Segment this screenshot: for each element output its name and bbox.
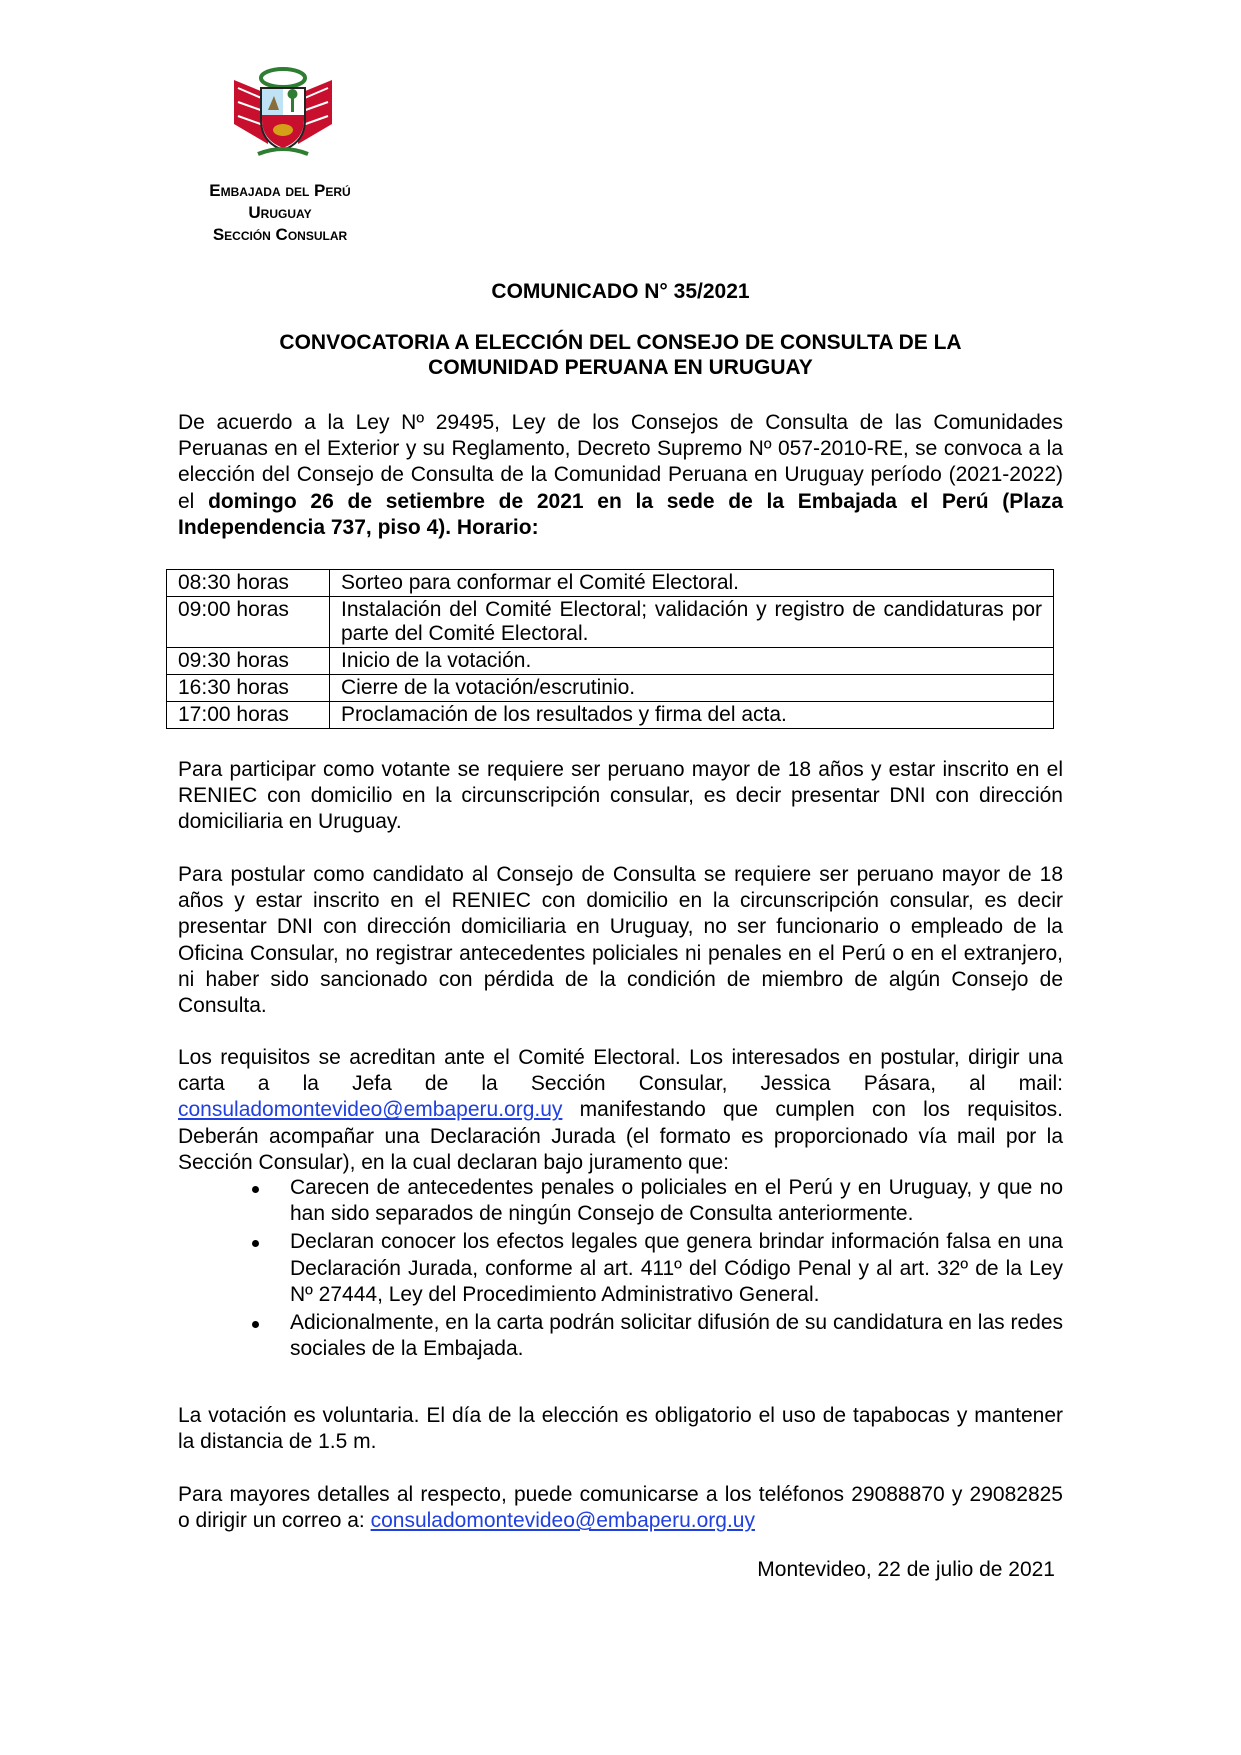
schedule-activity: Proclamación de los resultados y firma del acta.	[330, 702, 1054, 729]
intro-paragraph	[178, 410, 1063, 541]
declaration-list	[252, 1175, 1063, 1364]
peru-coat-of-arms-icon	[228, 62, 338, 162]
list-item	[252, 1175, 1063, 1227]
table-row	[167, 675, 1054, 702]
schedule-time: 17:00 horas	[167, 702, 330, 729]
table-row	[167, 648, 1054, 675]
intro-bold-text: domingo 26 de setiembre de 2021 en la sede de la Embajada el Perú (Plaza Independencia 737, piso 4). Horario:	[178, 489, 1063, 539]
schedule-time: 09:30 horas	[167, 648, 330, 675]
subtitle-line-1: CONVOCATORIA A ELECCIÓN DEL CONSEJO DE CONSULTA DE LA	[279, 331, 962, 354]
intro-text: De acuerdo a la Ley Nº 29495, Ley de los Consejos de Consulta de las Comunidades Peruanas en el Exterior y su Reglamento, Decreto Supremo Nº 057-2010-RE, se convoca a la elección del Consejo de Consulta de la Comunidad Peruana en Uruguay período (2021-2022) el	[178, 411, 1063, 513]
embassy-header	[180, 180, 380, 246]
schedule-time: 16:30 horas	[167, 675, 330, 702]
header-line-section: Sección Consular	[212, 225, 348, 244]
list-item	[252, 1310, 1063, 1362]
table-row	[167, 570, 1054, 597]
header-line-country: Uruguay	[248, 203, 312, 222]
bullet-icon	[252, 1240, 259, 1247]
voluntary-paragraph: La votación es voluntaria. El día de la elección es obligatorio el uso de tapabocas y mantener la distancia de 1.5 m.	[178, 1404, 1063, 1454]
schedule-time: 08:30 horas	[167, 570, 330, 597]
document-subtitle	[178, 330, 1063, 380]
schedule-activity: Instalación del Comité Electoral; validación y registro de candidaturas por parte del Comité Electoral.	[330, 597, 1054, 648]
requirements-text-before: Los requisitos se acreditan ante el Comité Electoral. Los interesados en postular, dirigir una carta a la Jefa de la Sección Consular, Jessica Pásara, al mail:	[178, 1046, 1063, 1096]
schedule-time: 09:00 horas	[167, 597, 330, 648]
contact-text: Para mayores detalles al respecto, puede comunicarse a los teléfonos 29088870 y 29082825 o dirigir un correo a:	[178, 1483, 1063, 1533]
bullet-icon	[252, 1321, 259, 1328]
list-item-text: Declaran conocer los efectos legales que genera brindar información falsa en una Declaración Jurada, conforme al art. 411º del Código Penal y al art. 32º de la Ley Nº 27444, Ley del Procedimiento Administrativo General.	[290, 1230, 1063, 1306]
place-and-date: Montevideo, 22 de julio de 2021	[757, 1558, 1055, 1581]
requirements-paragraph	[178, 1045, 1063, 1176]
list-item-text: Carecen de antecedentes penales o policiales en el Perú y en Uruguay, y que no han sido separados de ningún Consejo de Consulta anteriormente.	[290, 1176, 1063, 1226]
contact-email-link[interactable]: consuladomontevideo@embaperu.org.uy	[370, 1509, 755, 1533]
schedule-activity: Cierre de la votación/escrutinio.	[330, 675, 1054, 702]
list-item	[252, 1229, 1063, 1308]
schedule-activity: Inicio de la votación.	[330, 648, 1054, 675]
schedule-table	[166, 569, 1054, 729]
table-row	[167, 597, 1054, 648]
contact-paragraph	[178, 1482, 1063, 1534]
table-row	[167, 702, 1054, 729]
email-link[interactable]: consuladomontevideo@embaperu.org.uy	[178, 1098, 563, 1122]
document-title: COMUNICADO N° 35/2021	[491, 280, 750, 303]
schedule-activity: Sorteo para conformar el Comité Electoral.	[330, 570, 1054, 597]
bullet-icon	[252, 1186, 259, 1193]
voters-paragraph: Para participar como votante se requiere ser peruano mayor de 18 años y estar inscrito en el RENIEC con domicilio en la circunscripción consular, es decir presentar DNI con dirección domiciliaria en Uruguay.	[178, 758, 1063, 834]
header-line-embassy: Embajada del Perú	[209, 181, 351, 200]
requirements-text-after: manifestando que cumplen con los requisitos. Deberán acompañar una Declaración Jurada (el formato es proporcionado vía mail por la Sección Consular), en la cual declaran bajo juramento que:	[178, 1098, 1063, 1174]
list-item-text: Adicionalmente, en la carta podrán solicitar difusión de su candidatura en las redes sociales de la Embajada.	[290, 1311, 1063, 1361]
subtitle-line-2: COMUNIDAD PERUANA EN URUGUAY	[428, 356, 813, 379]
candidates-paragraph: Para postular como candidato al Consejo de Consulta se requiere ser peruano mayor de 18 años y estar inscrito en el RENIEC con domicilio en la circunscripción consular, es decir presentar DNI con dirección domiciliaria en Uruguay, no ser funcionario o empleado de la Oficina Consular, no registrar antecedentes policiales ni penales en el Perú o en el extranjero, ni haber sido sancionado con pérdida de la condición de miembro de algún Consejo de Consulta.	[178, 863, 1063, 1018]
